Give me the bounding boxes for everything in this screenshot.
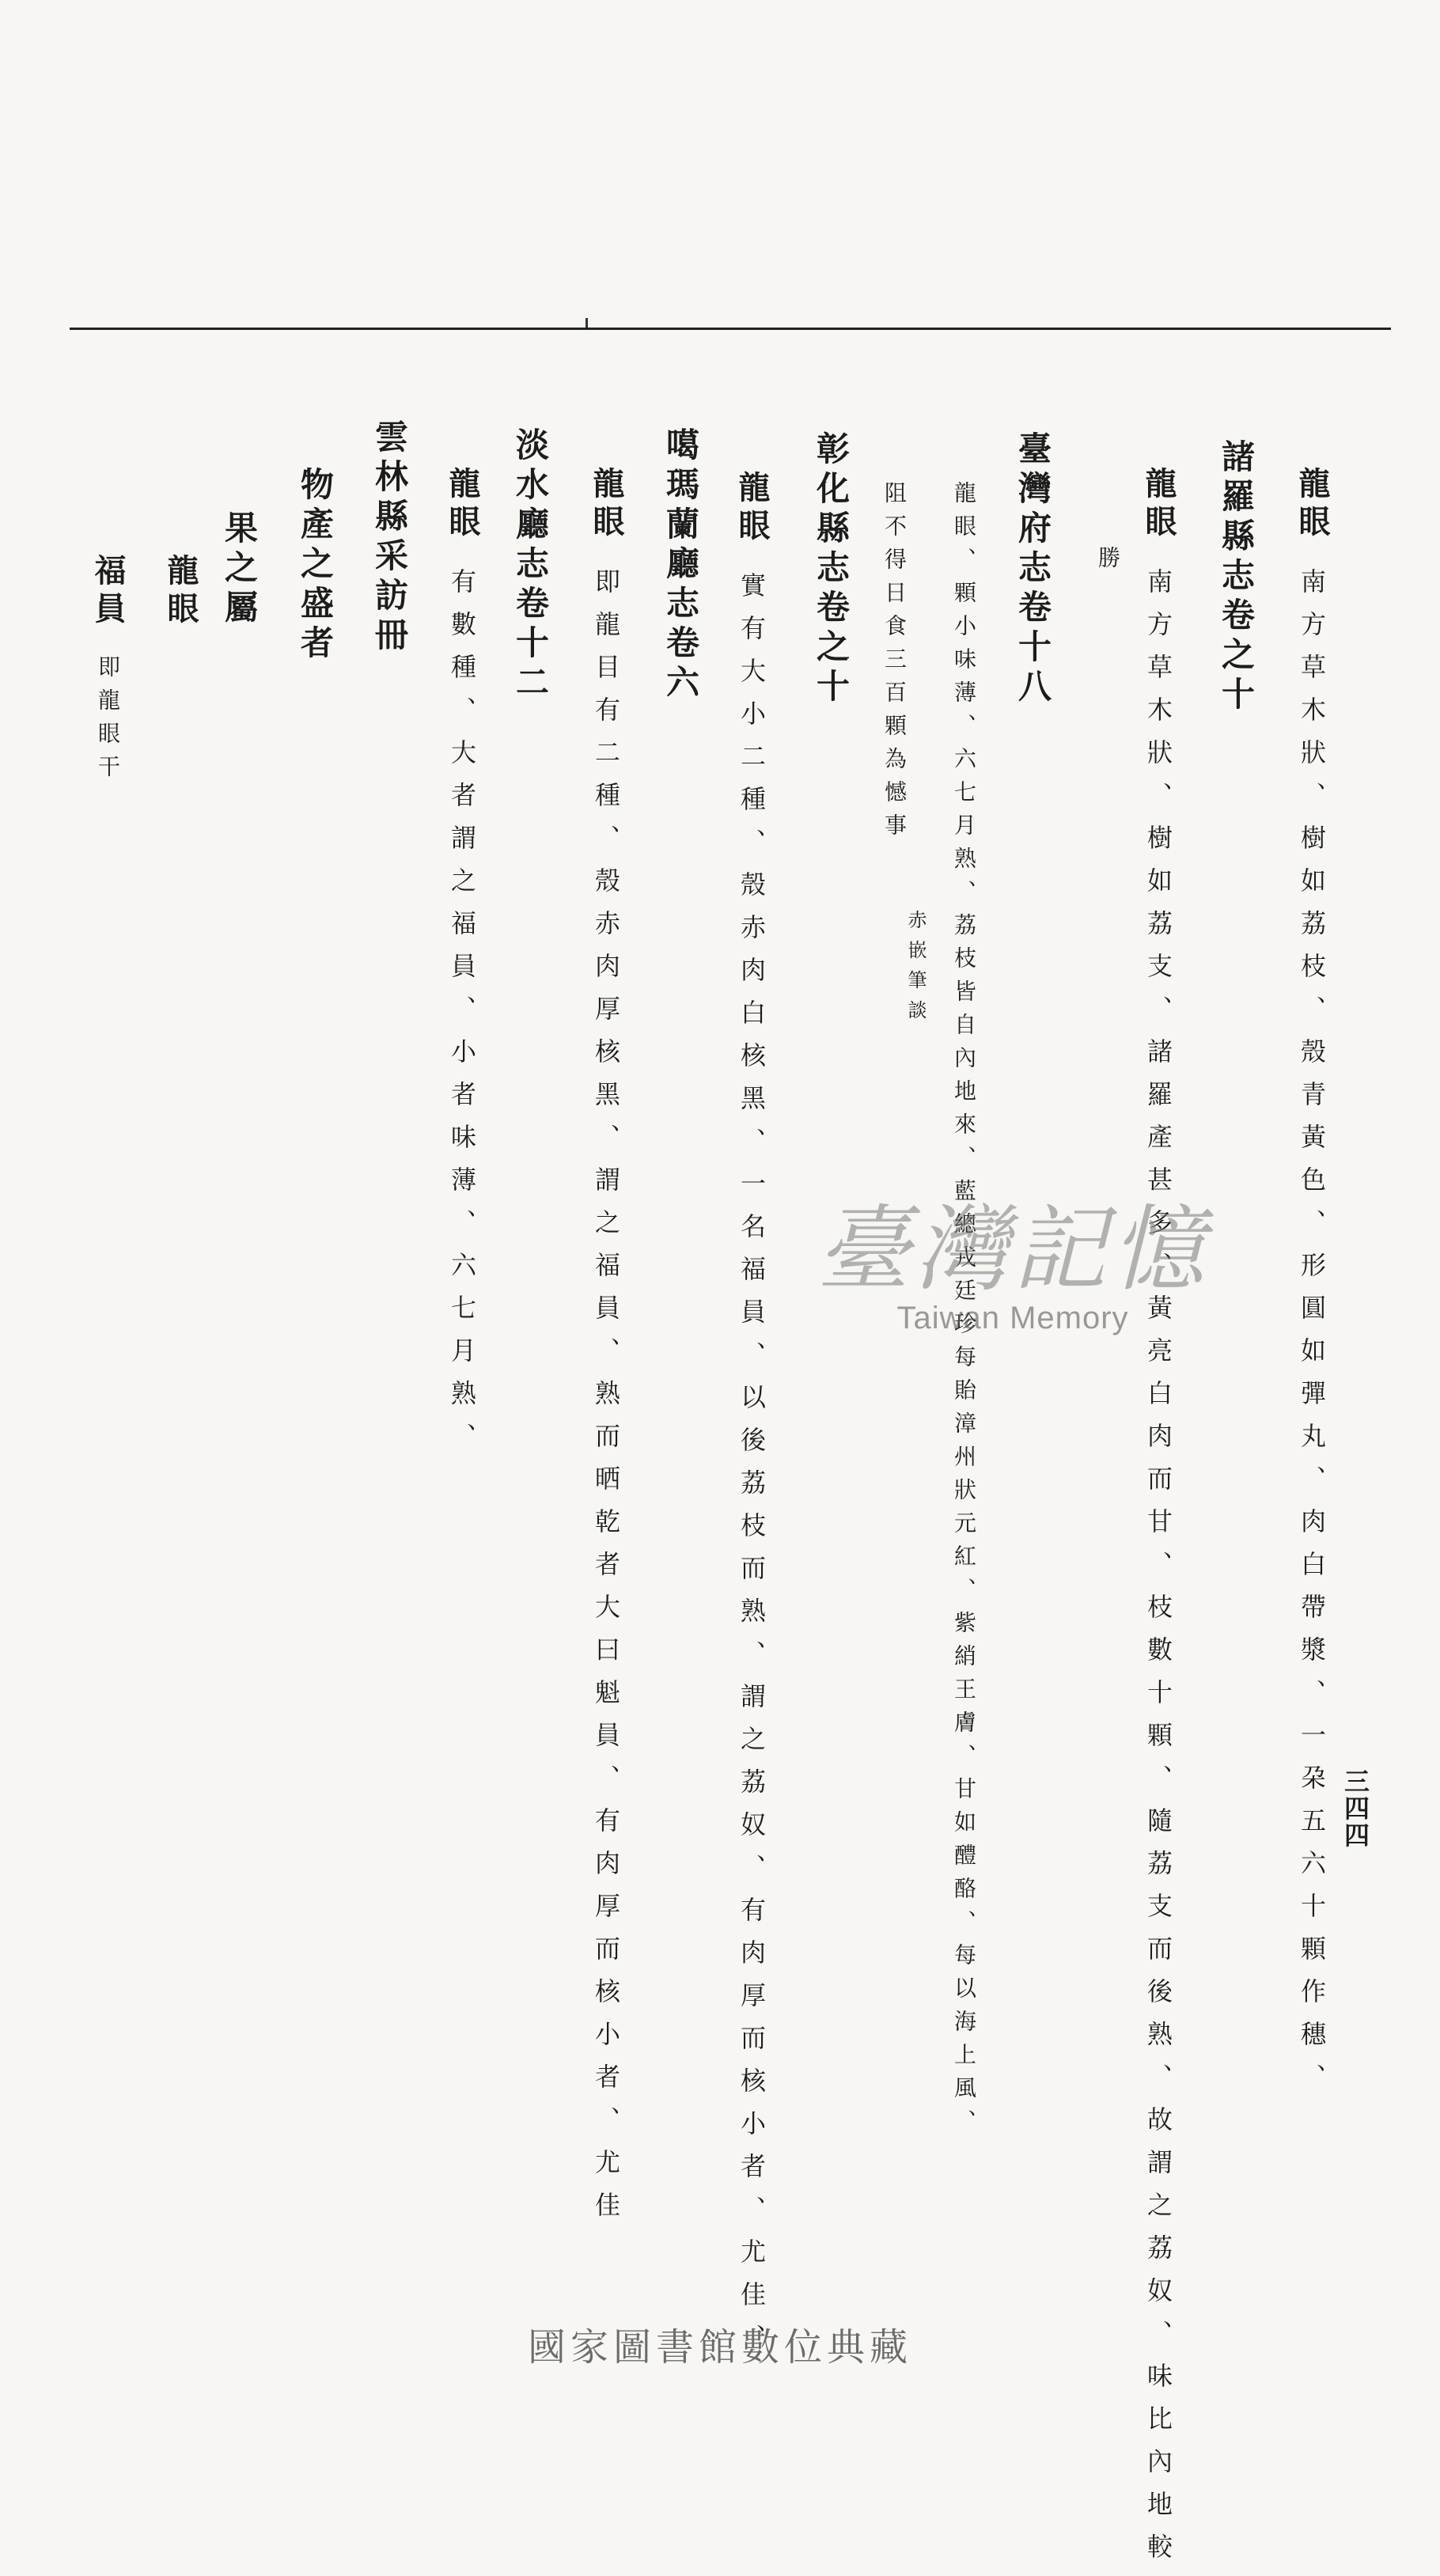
entry-term: 福員 bbox=[89, 554, 127, 630]
entry-term: 龍眼 bbox=[588, 467, 625, 543]
watermark-sub: Taiwan Memory bbox=[896, 1301, 1129, 1335]
source-heading-zhuluo: 諸羅縣志卷之十 bbox=[1217, 439, 1256, 716]
entry-longan-zhanghua bbox=[729, 471, 775, 2366]
entry-text: 有數種、大者謂之福員、小者味薄、六七月熟、 bbox=[447, 568, 477, 1465]
entry-longan-tamsui bbox=[440, 467, 485, 1465]
entry-longan-taiwanfu: 龍眼、顆小味薄、六七月熟、荔枝皆自內地來、藍總戎廷珍每貽漳州狀元紅、紫綃王膚、甘如醴酪、每以海上風、 bbox=[951, 481, 977, 2142]
entry-text: 阻不得日食三百顆為憾事 bbox=[881, 481, 908, 847]
entry-longan-nanfang bbox=[1290, 467, 1335, 2106]
citation-note: 赤嵌筆談 bbox=[904, 910, 927, 1030]
continuation-char: 勝 bbox=[1095, 546, 1121, 579]
source-heading-yunlin: 雲林縣采訪冊 bbox=[370, 419, 409, 657]
entry-text: 南方草木狀、樹如荔支、諸羅產甚多、黃亮白肉而甘、枝數十顆、隨荔支而後熟、故謂之荔奴、味比內地較 bbox=[1143, 568, 1173, 2576]
entry-text: 即龍眼干 bbox=[95, 655, 121, 788]
header-rule-tick bbox=[585, 318, 588, 328]
source-heading-taiwanfu: 臺灣府志卷十八 bbox=[1014, 431, 1052, 708]
watermark-main: 臺灣記憶 bbox=[816, 1195, 1209, 1304]
entry-longan-kavalan bbox=[584, 467, 629, 2234]
source-heading-zhanghua: 彰化縣志卷之十 bbox=[812, 431, 851, 708]
entry-longan-zhuluo bbox=[1136, 467, 1181, 2576]
source-heading-kavalan: 噶瑪蘭廳志卷六 bbox=[661, 427, 700, 704]
item-longan: 龍眼 bbox=[162, 554, 199, 630]
entry-longan-taiwanfu-cont bbox=[878, 481, 910, 847]
watermark bbox=[760, 1195, 1266, 1336]
section-heading-fruits: 果之屬 bbox=[220, 510, 259, 629]
page-number: 三四四 bbox=[1340, 1768, 1370, 1849]
source-heading-tamsui: 淡水廳志卷十二 bbox=[511, 427, 550, 704]
entry-text: 即龍目有二種、殼赤肉厚核黑、謂之福員、熟而晒乾者大曰魁員、有肉厚而核小者、尤佳 bbox=[591, 568, 621, 2234]
entry-term: 龍眼 bbox=[733, 471, 771, 547]
entry-term: 龍眼 bbox=[444, 467, 481, 543]
section-heading-products: 物產之盛者 bbox=[296, 467, 335, 665]
entry-text: 實有大小二種、殼赤肉白核黑、一名福員、以後荔枝而熟、謂之荔奴、有肉厚而核小者、尤佳、 bbox=[737, 572, 767, 2366]
entry-text: 南方草木狀、樹如荔枝、殼青黃色、形圓如彈丸、肉白帶漿、一朶五六十顆作穗、 bbox=[1297, 568, 1327, 2106]
item-fuyuan bbox=[85, 554, 131, 788]
library-footer: 國家圖書館數位典藏 bbox=[527, 2325, 912, 2370]
header-rule bbox=[70, 328, 1391, 330]
entry-term: 龍眼 bbox=[1294, 467, 1331, 543]
entry-term: 龍眼 bbox=[1140, 467, 1177, 543]
